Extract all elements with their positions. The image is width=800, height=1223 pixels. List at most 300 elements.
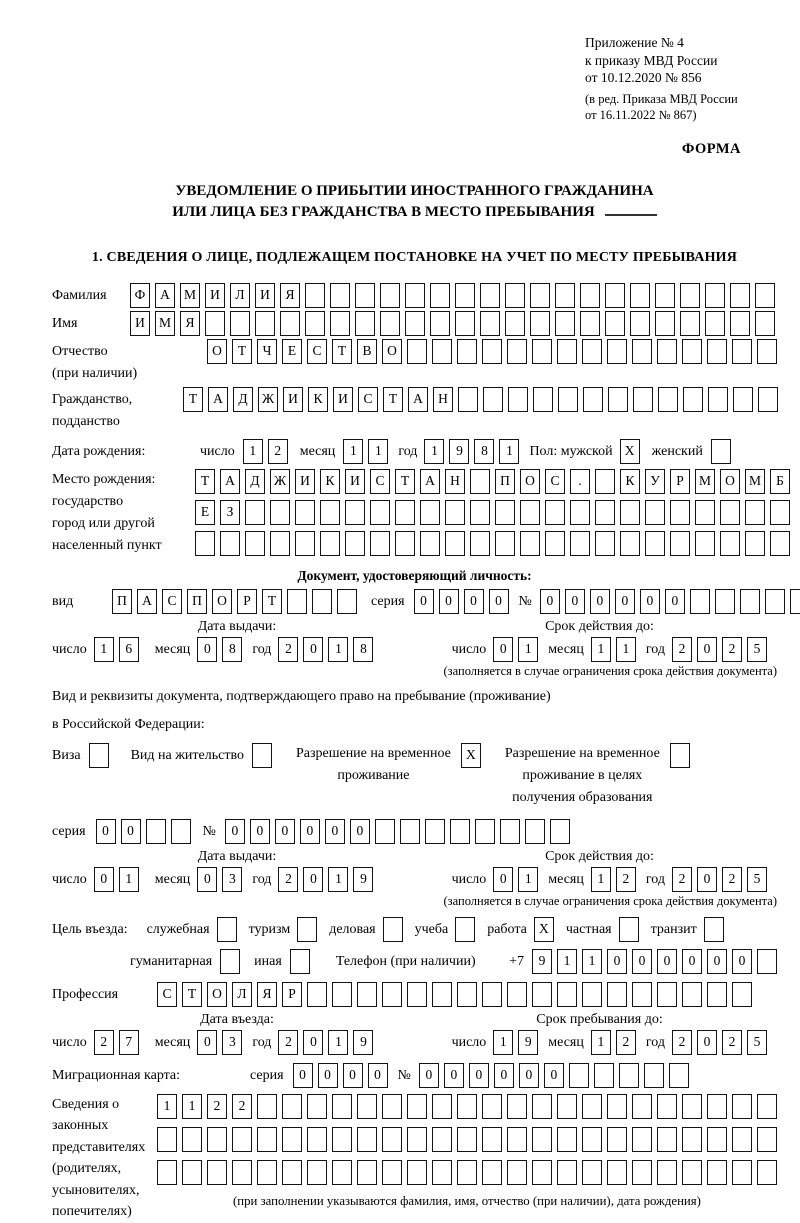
char-cell[interactable] [550, 819, 570, 844]
char-cell[interactable]: 0 [519, 1063, 539, 1088]
char-cell[interactable]: 0 [707, 949, 727, 974]
char-cell[interactable] [690, 589, 710, 614]
char-cell[interactable] [670, 531, 690, 556]
char-cell[interactable]: С [307, 339, 327, 364]
checkbox-purpose-tourism[interactable] [297, 917, 317, 942]
char-cell[interactable] [705, 311, 725, 336]
char-cell[interactable]: П [187, 589, 207, 614]
char-cell[interactable]: 1 [591, 867, 611, 892]
char-cell[interactable]: Т [332, 339, 352, 364]
char-cell[interactable]: Я [280, 283, 300, 308]
char-cell[interactable]: М [695, 469, 715, 494]
char-cell[interactable] [632, 1127, 652, 1152]
char-cell[interactable] [157, 1127, 177, 1152]
char-cell[interactable] [320, 500, 340, 525]
char-cell[interactable] [457, 1160, 477, 1185]
char-cell[interactable]: Е [195, 500, 215, 525]
char-cell[interactable] [337, 589, 357, 614]
char-cell[interactable] [432, 339, 452, 364]
char-cell[interactable] [695, 500, 715, 525]
char-cell[interactable]: К [320, 469, 340, 494]
char-cell[interactable] [658, 387, 678, 412]
char-cell[interactable]: Т [262, 589, 282, 614]
char-cell[interactable]: 1 [182, 1094, 202, 1119]
char-cell[interactable]: 0 [444, 1063, 464, 1088]
char-cell[interactable] [605, 311, 625, 336]
char-cell[interactable] [558, 387, 578, 412]
char-cell[interactable]: 9 [532, 949, 552, 974]
char-cell[interactable] [432, 1127, 452, 1152]
char-cell[interactable] [682, 1127, 702, 1152]
char-cell[interactable]: 0 [489, 589, 509, 614]
char-cell[interactable] [720, 531, 740, 556]
char-cell[interactable]: 1 [499, 439, 519, 464]
char-cell[interactable] [732, 339, 752, 364]
char-cell[interactable] [182, 1160, 202, 1185]
char-cell[interactable]: К [308, 387, 328, 412]
char-cell[interactable] [520, 500, 540, 525]
checkbox-purpose-study[interactable] [455, 917, 475, 942]
char-cell[interactable]: 2 [278, 637, 298, 662]
char-cell[interactable] [420, 500, 440, 525]
char-cell[interactable] [507, 1160, 527, 1185]
char-cell[interactable]: 0 [303, 637, 323, 662]
char-cell[interactable]: Т [383, 387, 403, 412]
char-cell[interactable]: 0 [565, 589, 585, 614]
char-cell[interactable] [657, 1127, 677, 1152]
char-cell[interactable] [720, 500, 740, 525]
char-cell[interactable]: 3 [222, 867, 242, 892]
char-cell[interactable]: 0 [343, 1063, 363, 1088]
char-cell[interactable] [715, 589, 735, 614]
char-cell[interactable] [207, 1127, 227, 1152]
char-cell[interactable] [171, 819, 191, 844]
char-cell[interactable]: 0 [325, 819, 345, 844]
char-cell[interactable]: 0 [197, 637, 217, 662]
char-cell[interactable] [630, 283, 650, 308]
char-cell[interactable] [770, 500, 790, 525]
char-cell[interactable] [330, 283, 350, 308]
char-cell[interactable] [480, 311, 500, 336]
char-cell[interactable] [295, 531, 315, 556]
char-cell[interactable] [507, 339, 527, 364]
char-cell[interactable] [790, 589, 800, 614]
char-cell[interactable] [555, 283, 575, 308]
char-cell[interactable]: 1 [328, 867, 348, 892]
char-cell[interactable] [557, 982, 577, 1007]
checkbox-visa[interactable] [89, 743, 109, 768]
char-cell[interactable]: У [645, 469, 665, 494]
char-cell[interactable] [495, 531, 515, 556]
char-cell[interactable]: 9 [449, 439, 469, 464]
char-cell[interactable]: И [333, 387, 353, 412]
char-cell[interactable] [445, 531, 465, 556]
char-cell[interactable] [508, 387, 528, 412]
char-cell[interactable] [445, 500, 465, 525]
char-cell[interactable] [645, 531, 665, 556]
char-cell[interactable] [708, 387, 728, 412]
char-cell[interactable] [455, 283, 475, 308]
char-cell[interactable] [405, 283, 425, 308]
char-cell[interactable] [282, 1094, 302, 1119]
char-cell[interactable]: Л [230, 283, 250, 308]
char-cell[interactable]: М [155, 311, 175, 336]
char-cell[interactable]: 0 [657, 949, 677, 974]
char-cell[interactable] [657, 1160, 677, 1185]
char-cell[interactable]: 2 [672, 867, 692, 892]
char-cell[interactable] [455, 311, 475, 336]
char-cell[interactable] [332, 1094, 352, 1119]
char-cell[interactable] [407, 982, 427, 1007]
char-cell[interactable] [582, 1094, 602, 1119]
char-cell[interactable]: 2 [672, 1030, 692, 1055]
char-cell[interactable] [733, 387, 753, 412]
char-cell[interactable] [407, 1094, 427, 1119]
char-cell[interactable] [525, 819, 545, 844]
char-cell[interactable] [407, 1160, 427, 1185]
char-cell[interactable] [757, 339, 777, 364]
checkbox-female[interactable] [711, 439, 731, 464]
char-cell[interactable] [595, 469, 615, 494]
char-cell[interactable]: Н [445, 469, 465, 494]
char-cell[interactable] [632, 1094, 652, 1119]
char-cell[interactable] [357, 1127, 377, 1152]
char-cell[interactable]: Ж [270, 469, 290, 494]
char-cell[interactable] [632, 1160, 652, 1185]
char-cell[interactable]: Ж [258, 387, 278, 412]
char-cell[interactable] [545, 531, 565, 556]
char-cell[interactable] [270, 500, 290, 525]
char-cell[interactable] [507, 1094, 527, 1119]
char-cell[interactable] [557, 1160, 577, 1185]
char-cell[interactable] [607, 339, 627, 364]
char-cell[interactable] [320, 531, 340, 556]
char-cell[interactable] [632, 982, 652, 1007]
char-cell[interactable] [570, 531, 590, 556]
char-cell[interactable] [382, 1127, 402, 1152]
char-cell[interactable]: 2 [722, 637, 742, 662]
char-cell[interactable]: Д [245, 469, 265, 494]
char-cell[interactable] [420, 531, 440, 556]
char-cell[interactable]: 0 [494, 1063, 514, 1088]
char-cell[interactable] [707, 982, 727, 1007]
char-cell[interactable] [530, 283, 550, 308]
char-cell[interactable] [680, 283, 700, 308]
char-cell[interactable]: 0 [697, 637, 717, 662]
char-cell[interactable] [557, 1094, 577, 1119]
char-cell[interactable] [507, 982, 527, 1007]
char-cell[interactable]: 0 [303, 867, 323, 892]
char-cell[interactable] [282, 1127, 302, 1152]
char-cell[interactable] [682, 339, 702, 364]
char-cell[interactable] [732, 1127, 752, 1152]
char-cell[interactable] [405, 311, 425, 336]
char-cell[interactable]: 0 [419, 1063, 439, 1088]
char-cell[interactable] [532, 1127, 552, 1152]
char-cell[interactable] [312, 589, 332, 614]
char-cell[interactable] [507, 1127, 527, 1152]
char-cell[interactable]: И [283, 387, 303, 412]
char-cell[interactable] [307, 1094, 327, 1119]
char-cell[interactable]: 0 [368, 1063, 388, 1088]
char-cell[interactable] [757, 1094, 777, 1119]
char-cell[interactable]: 0 [697, 1030, 717, 1055]
char-cell[interactable] [307, 1160, 327, 1185]
char-cell[interactable] [457, 1127, 477, 1152]
char-cell[interactable]: 0 [540, 589, 560, 614]
char-cell[interactable]: 1 [557, 949, 577, 974]
char-cell[interactable]: 1 [518, 867, 538, 892]
char-cell[interactable] [533, 387, 553, 412]
char-cell[interactable] [557, 339, 577, 364]
char-cell[interactable] [594, 1063, 614, 1088]
char-cell[interactable]: 1 [582, 949, 602, 974]
char-cell[interactable]: Я [257, 982, 277, 1007]
char-cell[interactable] [682, 1160, 702, 1185]
char-cell[interactable]: Р [670, 469, 690, 494]
char-cell[interactable]: 2 [722, 867, 742, 892]
char-cell[interactable] [680, 311, 700, 336]
char-cell[interactable]: Р [237, 589, 257, 614]
char-cell[interactable]: 6 [119, 637, 139, 662]
char-cell[interactable] [620, 531, 640, 556]
char-cell[interactable] [632, 339, 652, 364]
char-cell[interactable] [505, 311, 525, 336]
char-cell[interactable]: 0 [96, 819, 116, 844]
char-cell[interactable] [532, 1160, 552, 1185]
char-cell[interactable] [458, 387, 478, 412]
checkbox-purpose-other[interactable] [290, 949, 310, 974]
char-cell[interactable]: А [408, 387, 428, 412]
char-cell[interactable] [555, 311, 575, 336]
char-cell[interactable]: О [212, 589, 232, 614]
char-cell[interactable] [357, 982, 377, 1007]
char-cell[interactable] [530, 311, 550, 336]
char-cell[interactable] [570, 500, 590, 525]
char-cell[interactable] [257, 1127, 277, 1152]
checkbox-purpose-humanitarian[interactable] [220, 949, 240, 974]
char-cell[interactable] [482, 1160, 502, 1185]
char-cell[interactable] [375, 819, 395, 844]
char-cell[interactable]: 5 [747, 867, 767, 892]
char-cell[interactable] [400, 819, 420, 844]
char-cell[interactable]: О [520, 469, 540, 494]
char-cell[interactable] [582, 339, 602, 364]
char-cell[interactable] [695, 531, 715, 556]
char-cell[interactable] [755, 311, 775, 336]
char-cell[interactable] [740, 589, 760, 614]
char-cell[interactable]: 8 [353, 637, 373, 662]
char-cell[interactable] [607, 982, 627, 1007]
char-cell[interactable] [500, 819, 520, 844]
char-cell[interactable]: С [358, 387, 378, 412]
char-cell[interactable]: 2 [268, 439, 288, 464]
char-cell[interactable] [732, 982, 752, 1007]
char-cell[interactable] [230, 311, 250, 336]
char-cell[interactable] [450, 819, 470, 844]
char-cell[interactable]: 1 [368, 439, 388, 464]
char-cell[interactable] [657, 1094, 677, 1119]
char-cell[interactable] [633, 387, 653, 412]
char-cell[interactable] [330, 311, 350, 336]
char-cell[interactable] [745, 531, 765, 556]
char-cell[interactable] [220, 531, 240, 556]
checkbox-male[interactable]: X [620, 439, 640, 464]
char-cell[interactable] [425, 819, 445, 844]
char-cell[interactable] [655, 311, 675, 336]
char-cell[interactable] [670, 500, 690, 525]
char-cell[interactable] [232, 1160, 252, 1185]
char-cell[interactable]: 2 [616, 867, 636, 892]
char-cell[interactable] [307, 982, 327, 1007]
char-cell[interactable] [282, 1160, 302, 1185]
char-cell[interactable] [380, 283, 400, 308]
char-cell[interactable]: Л [232, 982, 252, 1007]
char-cell[interactable] [355, 283, 375, 308]
char-cell[interactable]: О [382, 339, 402, 364]
char-cell[interactable]: 1 [119, 867, 139, 892]
char-cell[interactable] [357, 1160, 377, 1185]
char-cell[interactable] [255, 311, 275, 336]
char-cell[interactable]: 8 [474, 439, 494, 464]
char-cell[interactable] [732, 1094, 752, 1119]
char-cell[interactable]: И [295, 469, 315, 494]
char-cell[interactable] [582, 982, 602, 1007]
char-cell[interactable]: 9 [518, 1030, 538, 1055]
char-cell[interactable] [683, 387, 703, 412]
char-cell[interactable]: И [255, 283, 275, 308]
char-cell[interactable] [645, 500, 665, 525]
char-cell[interactable] [757, 949, 777, 974]
char-cell[interactable]: 2 [672, 637, 692, 662]
char-cell[interactable] [305, 311, 325, 336]
char-cell[interactable]: Д [233, 387, 253, 412]
char-cell[interactable] [482, 1127, 502, 1152]
char-cell[interactable] [655, 283, 675, 308]
char-cell[interactable]: Т [183, 387, 203, 412]
char-cell[interactable]: Б [770, 469, 790, 494]
char-cell[interactable]: 1 [94, 637, 114, 662]
char-cell[interactable]: 0 [697, 867, 717, 892]
char-cell[interactable]: 0 [640, 589, 660, 614]
char-cell[interactable]: М [180, 283, 200, 308]
char-cell[interactable] [432, 1094, 452, 1119]
char-cell[interactable] [295, 500, 315, 525]
char-cell[interactable] [730, 283, 750, 308]
char-cell[interactable] [557, 1127, 577, 1152]
char-cell[interactable] [732, 1160, 752, 1185]
char-cell[interactable] [332, 1160, 352, 1185]
char-cell[interactable] [432, 982, 452, 1007]
checkbox-purpose-official[interactable] [217, 917, 237, 942]
char-cell[interactable] [407, 1127, 427, 1152]
char-cell[interactable] [755, 283, 775, 308]
char-cell[interactable] [382, 982, 402, 1007]
char-cell[interactable] [520, 531, 540, 556]
char-cell[interactable]: 0 [414, 589, 434, 614]
char-cell[interactable]: 2 [207, 1094, 227, 1119]
checkbox-residence-permit[interactable] [252, 743, 272, 768]
char-cell[interactable] [682, 1094, 702, 1119]
char-cell[interactable] [305, 283, 325, 308]
char-cell[interactable]: 1 [591, 637, 611, 662]
char-cell[interactable]: 7 [119, 1030, 139, 1055]
char-cell[interactable] [745, 500, 765, 525]
char-cell[interactable] [457, 1094, 477, 1119]
char-cell[interactable]: 0 [493, 867, 513, 892]
char-cell[interactable] [432, 1160, 452, 1185]
char-cell[interactable]: 2 [232, 1094, 252, 1119]
char-cell[interactable] [770, 531, 790, 556]
char-cell[interactable]: 2 [616, 1030, 636, 1055]
char-cell[interactable]: 9 [353, 867, 373, 892]
char-cell[interactable]: 0 [303, 1030, 323, 1055]
char-cell[interactable] [430, 283, 450, 308]
char-cell[interactable] [619, 1063, 639, 1088]
char-cell[interactable] [457, 339, 477, 364]
char-cell[interactable] [345, 500, 365, 525]
char-cell[interactable] [157, 1160, 177, 1185]
char-cell[interactable]: 0 [732, 949, 752, 974]
char-cell[interactable] [580, 283, 600, 308]
char-cell[interactable]: 2 [278, 1030, 298, 1055]
char-cell[interactable] [605, 283, 625, 308]
char-cell[interactable] [395, 500, 415, 525]
char-cell[interactable]: 0 [350, 819, 370, 844]
char-cell[interactable] [280, 311, 300, 336]
char-cell[interactable] [382, 1094, 402, 1119]
char-cell[interactable] [707, 1160, 727, 1185]
char-cell[interactable]: А [137, 589, 157, 614]
char-cell[interactable]: Ф [130, 283, 150, 308]
char-cell[interactable] [483, 387, 503, 412]
char-cell[interactable]: К [620, 469, 640, 494]
char-cell[interactable] [245, 500, 265, 525]
char-cell[interactable] [287, 589, 307, 614]
char-cell[interactable] [395, 531, 415, 556]
char-cell[interactable]: 0 [590, 589, 610, 614]
char-cell[interactable] [582, 1160, 602, 1185]
char-cell[interactable] [270, 531, 290, 556]
char-cell[interactable]: 0 [607, 949, 627, 974]
char-cell[interactable] [569, 1063, 589, 1088]
char-cell[interactable] [482, 1094, 502, 1119]
char-cell[interactable]: Т [232, 339, 252, 364]
char-cell[interactable] [669, 1063, 689, 1088]
char-cell[interactable]: 0 [464, 589, 484, 614]
char-cell[interactable]: П [112, 589, 132, 614]
char-cell[interactable] [532, 1094, 552, 1119]
char-cell[interactable]: 5 [747, 637, 767, 662]
char-cell[interactable] [607, 1160, 627, 1185]
char-cell[interactable]: . [570, 469, 590, 494]
char-cell[interactable] [630, 311, 650, 336]
char-cell[interactable] [232, 1127, 252, 1152]
checkbox-purpose-business[interactable] [383, 917, 403, 942]
char-cell[interactable]: Ч [257, 339, 277, 364]
char-cell[interactable]: В [357, 339, 377, 364]
char-cell[interactable]: 0 [439, 589, 459, 614]
char-cell[interactable] [355, 311, 375, 336]
checkbox-rvp[interactable]: X [461, 743, 481, 768]
char-cell[interactable]: 0 [682, 949, 702, 974]
char-cell[interactable]: 3 [222, 1030, 242, 1055]
char-cell[interactable] [707, 339, 727, 364]
char-cell[interactable] [657, 339, 677, 364]
char-cell[interactable]: И [345, 469, 365, 494]
char-cell[interactable]: 0 [94, 867, 114, 892]
char-cell[interactable] [407, 339, 427, 364]
